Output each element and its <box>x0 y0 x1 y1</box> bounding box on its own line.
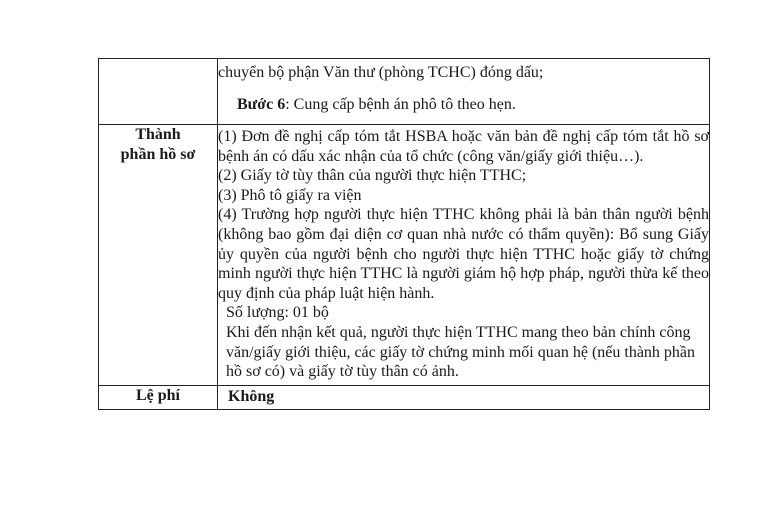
document-item-4: (4) Trường hợp người thực hiện TTHC không phải là bản thân người bệnh (không bao gồm đại diện cơ quan nhà nước có thẩm quyền): Bổ sung Giấy ủy quyền của người bệnh cho người thực hiện TTHC hoặc giấy tờ chứng minh người thực hiện TTHC là người giám hộ hợp pháp, người thừa kế theo quy định của pháp luật hiện hành. <box>218 206 709 302</box>
row-content-continuation <box>218 59 710 125</box>
document-item-2: (2) Giấy tờ tùy thân của người thực hiện TTHC; <box>218 167 527 185</box>
row-content-thanh-phan <box>218 125 710 386</box>
table-row-continuation <box>99 59 710 125</box>
row-label-le-phi: Lệ phí <box>99 385 218 409</box>
table-row-le-phi <box>99 385 710 409</box>
document-item-1: (1) Đơn đề nghị cấp tóm tắt HSBA hoặc văn bản đề nghị cấp tóm tắt hồ sơ bệnh án có dấu xác nhận của tổ chức (công văn/giấy giới thiệu…). <box>218 128 709 165</box>
row-label-thanh-phan <box>99 125 218 386</box>
label-phan-ho-so: phần hồ sơ <box>120 145 196 163</box>
quantity-text: Số lượng: 01 bộ <box>226 304 329 322</box>
step6-line <box>218 83 709 115</box>
label-thanh: Thành <box>135 126 181 143</box>
row-content-le-phi <box>218 385 710 409</box>
continuation-line: chuyển bộ phận Văn thư (phòng TCHC) đóng dấu; <box>218 64 544 81</box>
procedure-table <box>98 58 710 410</box>
row-label-empty <box>99 59 218 125</box>
fee-value: Không <box>228 387 275 405</box>
step6-text: : Cung cấp bệnh án phô tô theo hẹn. <box>285 95 516 113</box>
note-text: Khi đến nhận kết quả, người thực hiện TTHC mang theo bản chính công văn/giấy giới thiệu, các giấy tờ chứng minh mối quan hệ (nếu thành phần hồ sơ có) và giấy tờ tùy thân có ảnh. <box>226 323 696 381</box>
table-row-thanh-phan <box>99 125 710 386</box>
document-item-3: (3) Phô tô giấy ra viện <box>218 186 362 204</box>
step6-label: Bước 6 <box>237 95 286 113</box>
